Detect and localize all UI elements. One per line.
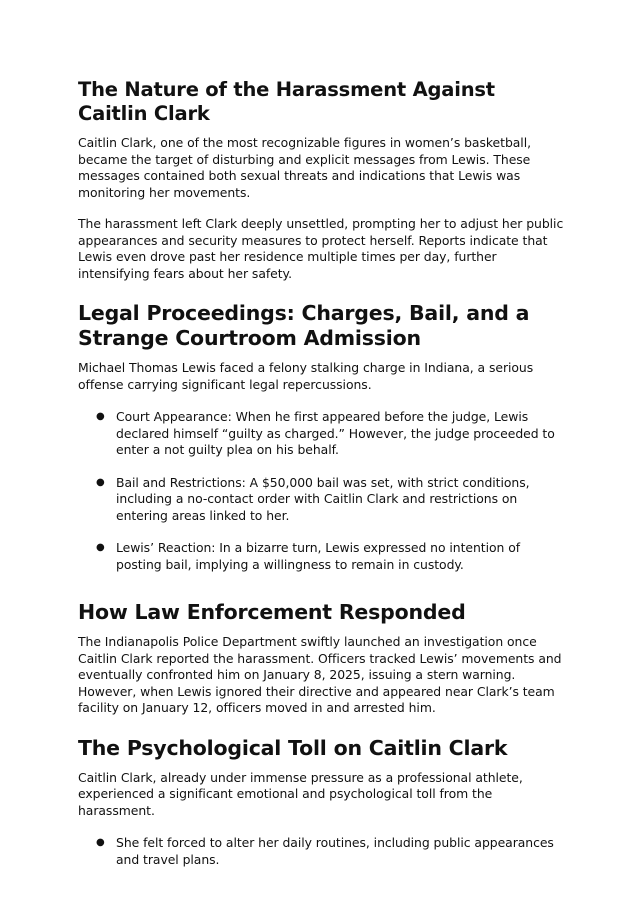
list-item-text: Bail and Restrictions: A $50,000 bail was set, with strict conditions, including a no-contact order with Caitlin Clark and restrictions on entering areas linked to her. bbox=[116, 474, 530, 523]
document-page bbox=[78, 78, 564, 868]
bullet-icon: ● bbox=[96, 837, 105, 848]
list-item-text: Lewis’ Reaction: In a bizarre turn, Lewis expressed no intention of posting bail, implying a willingness to remain in custody. bbox=[116, 540, 521, 572]
paragraph: Michael Thomas Lewis faced a felony stalking charge in Indiana, a serious offense carrying significant legal repercussions. bbox=[78, 360, 534, 392]
list-item bbox=[78, 409, 564, 459]
section-psychological-toll bbox=[78, 736, 564, 869]
paragraph: Caitlin Clark, one of the most recognizable figures in women’s basketball, became the target of disturbing and explicit messages from Lewis. These messages contained both sexual threats and indications that Lewis was monitoring her movements. bbox=[78, 135, 531, 200]
bullet-list bbox=[78, 835, 564, 868]
list-item bbox=[78, 540, 564, 573]
bullet-icon: ● bbox=[96, 542, 105, 553]
paragraph: The Indianapolis Police Department swiftly launched an investigation once Caitlin Clark reported the harassment. Officers tracked Lewis’ movements and eventually confronted him on January 8, 2025, issuing a stern warning. However, when Lewis ignored their directive and appeared near Clark’s team facility on January 12, officers moved in and arrested him. bbox=[78, 634, 562, 715]
bullet-list bbox=[78, 409, 564, 573]
list-item-text: Court Appearance: When he first appeared before the judge, Lewis declared himself “guilty as charged.” However, the judge proceeded to enter a not guilty plea on his behalf. bbox=[116, 409, 555, 457]
paragraph: Caitlin Clark, already under immense pressure as a professional athlete, experienced a significant emotional and psychological toll from the harassment. bbox=[78, 769, 523, 818]
section-heading: The Nature of the Harassment Against Caitlin Clark bbox=[78, 78, 495, 125]
list-item bbox=[78, 835, 564, 868]
bullet-icon: ● bbox=[96, 411, 105, 422]
list-item-text: She felt forced to alter her daily routines, including public appearances and travel plans. bbox=[116, 835, 554, 867]
section-heading: Legal Proceedings: Charges, Bail, and a Strange Courtroom Admission bbox=[78, 301, 530, 350]
section-law-enforcement bbox=[78, 600, 564, 717]
bullet-icon: ● bbox=[96, 476, 105, 488]
section-heading: The Psychological Toll on Caitlin Clark bbox=[78, 735, 508, 760]
section-legal-proceedings bbox=[78, 301, 564, 573]
list-item bbox=[78, 475, 564, 525]
paragraph: The harassment left Clark deeply unsettled, prompting her to adjust her public appearances and security measures to protect herself. Reports indicate that Lewis even drove past her residence multiple times per day, further intensifying fears about her safety. bbox=[78, 216, 564, 281]
section-heading: How Law Enforcement Responded bbox=[78, 600, 466, 624]
section-harassment-nature bbox=[78, 78, 564, 282]
